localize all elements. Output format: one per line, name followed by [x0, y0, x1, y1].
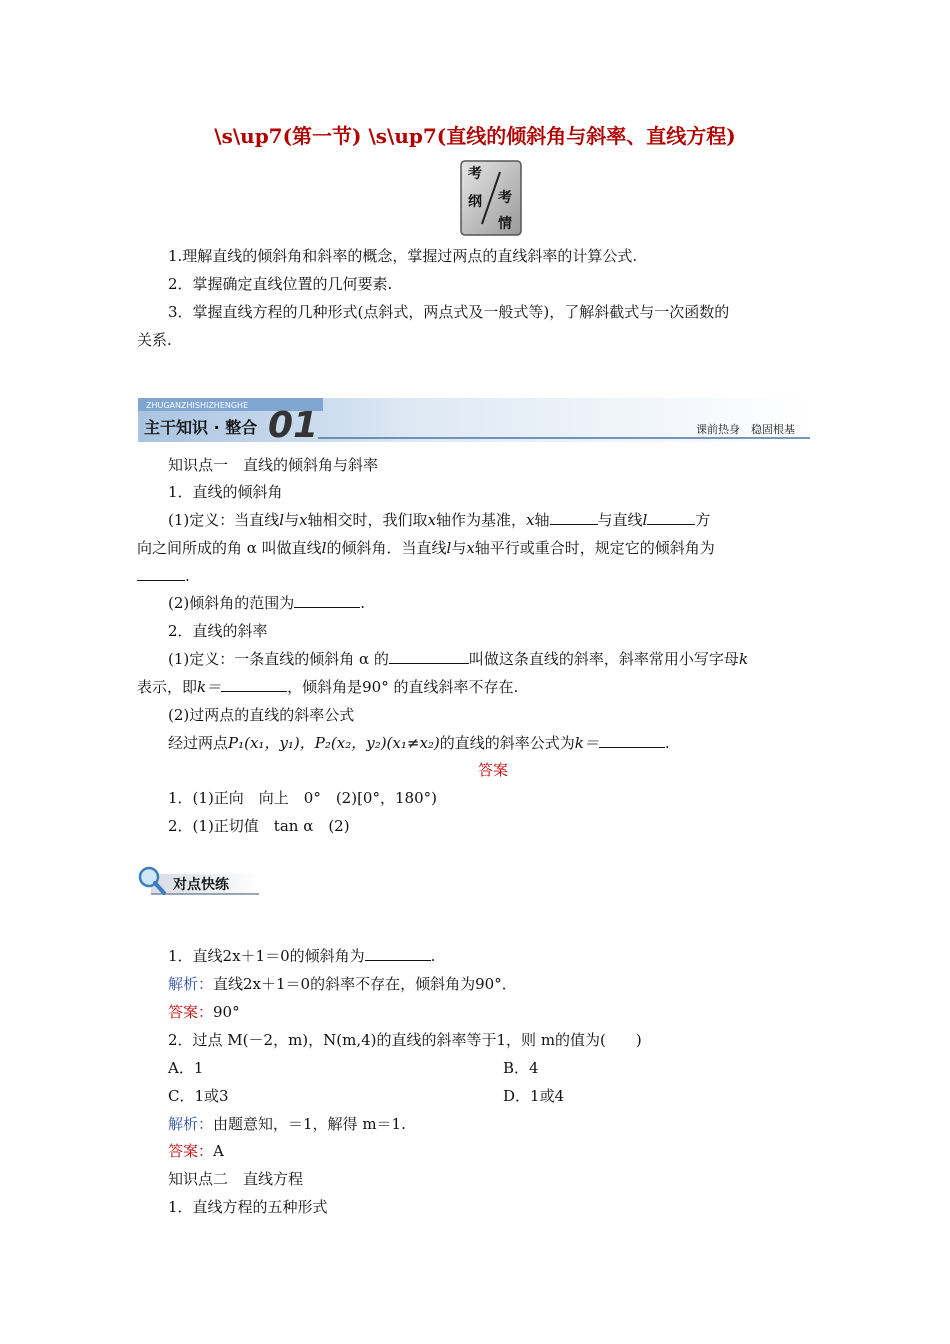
kaogang-kaoqing-badge — [460, 160, 522, 236]
section-banner — [138, 398, 810, 442]
k1-formula-heading: (2)过两点的直线的斜率公式 — [168, 706, 355, 724]
quick-practice-banner — [137, 866, 261, 898]
k1-formula-line: 经过两点P₁(x₁，y₁)，P₂(x₂，y₂)(x₁≠x₂)的直线的斜率公式为k＝ . — [168, 734, 670, 752]
banner-right: 课前热身 稳固根基 — [696, 423, 795, 436]
option-c: C．1或3 — [168, 1087, 229, 1105]
k1-range: (2)倾斜角的范围为 . — [168, 594, 366, 612]
exercise-2: 2．过点 M(－2，m)，N(m,4)的直线的斜率等于1，则 m的值为( ) — [168, 1031, 642, 1049]
blank — [294, 593, 360, 608]
badge-char-4: 情 — [498, 216, 512, 232]
banner-label: 主干知识 · 整合 — [144, 418, 258, 437]
badge-char-1: 考 — [468, 166, 482, 182]
option-b: B．4 — [503, 1059, 539, 1077]
banner-pinyin: ZHUGANZHISHIZHENGHE — [146, 401, 249, 410]
exercise-2-answer: 答案：A — [168, 1142, 224, 1160]
objective-3: 3．掌握直线方程的几种形式(点斜式，两点式及一般式等)，了解斜截式与一次函数的 — [168, 303, 730, 321]
exercise-1-solution: 解析：直线2x＋1＝0的斜率不存在，倾斜角为90°． — [168, 975, 517, 993]
blank — [389, 649, 469, 664]
k1-def-line1: (1)定义：当直线l与x轴相交时，我们取x轴作为基准，x轴 与直线l 方 — [168, 511, 711, 529]
blank — [550, 510, 598, 525]
answer-label: 答案 — [477, 761, 508, 779]
blank — [647, 510, 695, 525]
exercise-1: 1．直线2x＋1＝0的倾斜角为 . — [168, 947, 436, 965]
blank — [137, 566, 185, 581]
k1-slope-line2: 表示，即k＝ ，倾斜角是90° 的直线斜率不存在. — [137, 678, 519, 696]
banner-number: 01 — [268, 405, 319, 442]
exercise-2-solution: 解析：由题意知，＝1，解得 m＝1. — [168, 1115, 406, 1133]
badge-char-3: 考 — [498, 190, 512, 206]
k1-slope-line1: (1)定义：一条直线的倾斜角 α 的 叫做这条直线的斜率，斜率常用小写字母k — [168, 650, 749, 668]
objective-1: 1.理解直线的倾斜角和斜率的概念，掌握过两点的直线斜率的计算公式. — [168, 247, 638, 265]
option-a: A．1 — [168, 1059, 204, 1077]
badge-char-2: 纲 — [468, 194, 482, 210]
blank — [221, 677, 287, 692]
k1-heading: 知识点一 直线的倾斜角与斜率 — [168, 456, 379, 474]
objective-2: 2．掌握确定直线位置的几何要素. — [168, 275, 393, 293]
answer-1: 1．(1)正向 向上 0° (2)[0°，180°) — [168, 789, 437, 807]
option-d: D．1或4 — [503, 1087, 565, 1105]
answer-2: 2．(1)正切值 tan α (2) — [168, 817, 350, 835]
k1-s2: 2．直线的斜率 — [168, 622, 268, 640]
blank — [365, 946, 431, 961]
objective-3-cont: 关系. — [137, 331, 172, 349]
page-title: \s\up7(第一节) \s\up7(直线的倾斜角与斜率、直线方程) — [214, 124, 736, 148]
k2-heading: 知识点二 直线方程 — [168, 1170, 304, 1188]
quick-label: 对点快练 — [173, 877, 229, 893]
k1-def-line3: . — [137, 565, 190, 587]
k1-s1: 1．直线的倾斜角 — [168, 483, 283, 501]
exercise-1-answer: 答案：90° — [168, 1003, 240, 1021]
k2-s1: 1．直线方程的五种形式 — [168, 1198, 328, 1216]
blank — [599, 733, 665, 748]
k1-def-line2: 向之间所成的角 α 叫做直线l的倾斜角．当直线l与x轴平行或重合时，规定它的倾斜角为 — [137, 539, 715, 557]
